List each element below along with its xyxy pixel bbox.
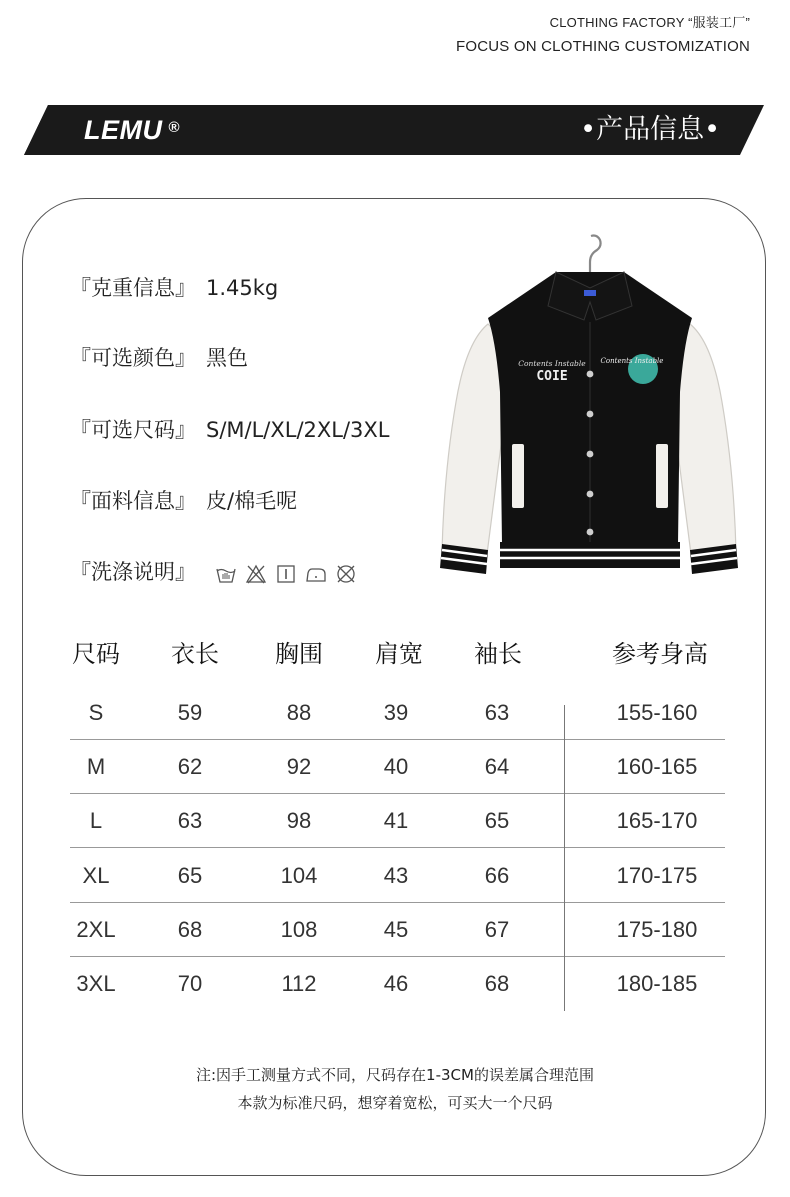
size-cell: 59	[177, 700, 203, 725]
waistband	[500, 542, 680, 568]
registered-mark: ®	[168, 119, 181, 136]
size-cell: 43	[383, 862, 409, 888]
size-cell: 104	[280, 862, 318, 888]
size-cell: 170-175	[616, 862, 698, 888]
hanger-icon	[590, 236, 601, 279]
info-color	[70, 340, 248, 376]
size-cell: 2XL	[76, 916, 116, 942]
left-pocket	[512, 444, 524, 508]
size-cell: 88	[286, 700, 312, 725]
size-cell: 68	[484, 971, 510, 996]
iron-low-icon	[305, 563, 327, 585]
size-cell: 65	[484, 808, 510, 834]
col-header-sleeve: 袖长	[474, 640, 522, 668]
size-cell: 46	[383, 971, 409, 996]
size-cell: 41	[383, 808, 409, 834]
info-sizes	[70, 412, 390, 448]
size-cell: 63	[484, 700, 510, 725]
no-dry-clean-icon	[335, 563, 357, 585]
size-cell: 66	[484, 862, 510, 888]
table-row-divider	[70, 956, 725, 957]
info-weight	[70, 270, 278, 306]
info-label: 『克重信息』	[70, 276, 196, 300]
size-cell: 108	[280, 916, 318, 942]
size-cell: 45	[383, 916, 409, 942]
size-cell: 65	[177, 862, 203, 888]
tumble-dry-icon	[275, 563, 297, 585]
size-cell: 155-160	[616, 700, 698, 725]
note-measurement: 注:因手工测量方式不同，尺码存在1-3CM的误差属合理范围	[196, 1066, 594, 1084]
brand-name: LEMU	[84, 115, 163, 145]
chest-logo: COIE	[536, 369, 568, 384]
size-cell: 165-170	[616, 808, 698, 834]
size-cell: L	[89, 808, 103, 834]
info-label: 『洗涤说明』	[70, 560, 196, 584]
size-cell: S	[88, 700, 104, 725]
right-pocket	[656, 444, 668, 508]
info-label: 『可选颜色』	[70, 346, 196, 370]
neck-label	[584, 290, 596, 296]
hand-wash-icon	[215, 563, 237, 585]
col-header-size: 尺码	[72, 640, 120, 668]
size-cell: 98	[286, 808, 312, 834]
size-cell: 160-165	[616, 754, 698, 780]
info-fabric	[70, 483, 297, 519]
info-value: 皮/棉毛呢	[206, 489, 298, 513]
size-cell: 40	[383, 754, 409, 780]
info-value: 1.45kg	[206, 276, 279, 300]
table-row-divider	[70, 793, 725, 794]
jacket-product-image	[436, 232, 742, 577]
size-cell: 112	[281, 971, 317, 996]
size-cell: XL	[82, 862, 110, 888]
size-cell: 68	[177, 916, 203, 942]
no-bleach-icon	[245, 563, 267, 585]
table-row-divider	[70, 847, 725, 848]
size-cell: 64	[484, 754, 510, 780]
col-header-chest: 胸围	[275, 640, 323, 668]
header-line-1: CLOTHING FACTORY “服装工厂”	[549, 15, 750, 30]
table-row-divider	[70, 739, 725, 740]
col-header-shoulder: 肩宽	[375, 640, 423, 668]
size-cell: 3XL	[76, 971, 116, 996]
size-cell: 70	[177, 971, 203, 996]
size-cell: 175-180	[616, 916, 698, 942]
info-value: S/M/L/XL/2XL/3XL	[206, 418, 390, 442]
table-divider	[564, 705, 565, 1011]
size-cell: 180-185	[616, 971, 698, 996]
brand-logo	[84, 113, 180, 147]
size-cell: 92	[286, 754, 312, 780]
title-banner	[24, 105, 764, 155]
info-value: 黑色	[206, 346, 248, 370]
header-line-2: FOCUS ON CLOTHING CUSTOMIZATION	[456, 38, 750, 55]
patch-script: Contents Instable	[600, 357, 664, 365]
info-label: 『可选尺码』	[70, 418, 196, 442]
col-header-length: 衣长	[171, 640, 219, 668]
size-cell: 62	[177, 754, 203, 780]
size-cell: 39	[383, 700, 409, 725]
col-header-height: 参考身高	[612, 640, 708, 668]
header-tagline	[456, 12, 750, 60]
chest-script: Contents Instable	[518, 359, 586, 368]
table-row-divider	[70, 902, 725, 903]
size-cell: 63	[177, 808, 203, 834]
section-title: •产品信息•	[580, 114, 720, 145]
size-cell: M	[86, 754, 106, 780]
size-cell: 67	[484, 916, 510, 942]
info-washing	[70, 554, 196, 590]
info-label: 『面料信息』	[70, 489, 196, 513]
note-sizing: 本款为标准尺码，想穿着宽松，可买大一个尺码	[237, 1094, 553, 1112]
